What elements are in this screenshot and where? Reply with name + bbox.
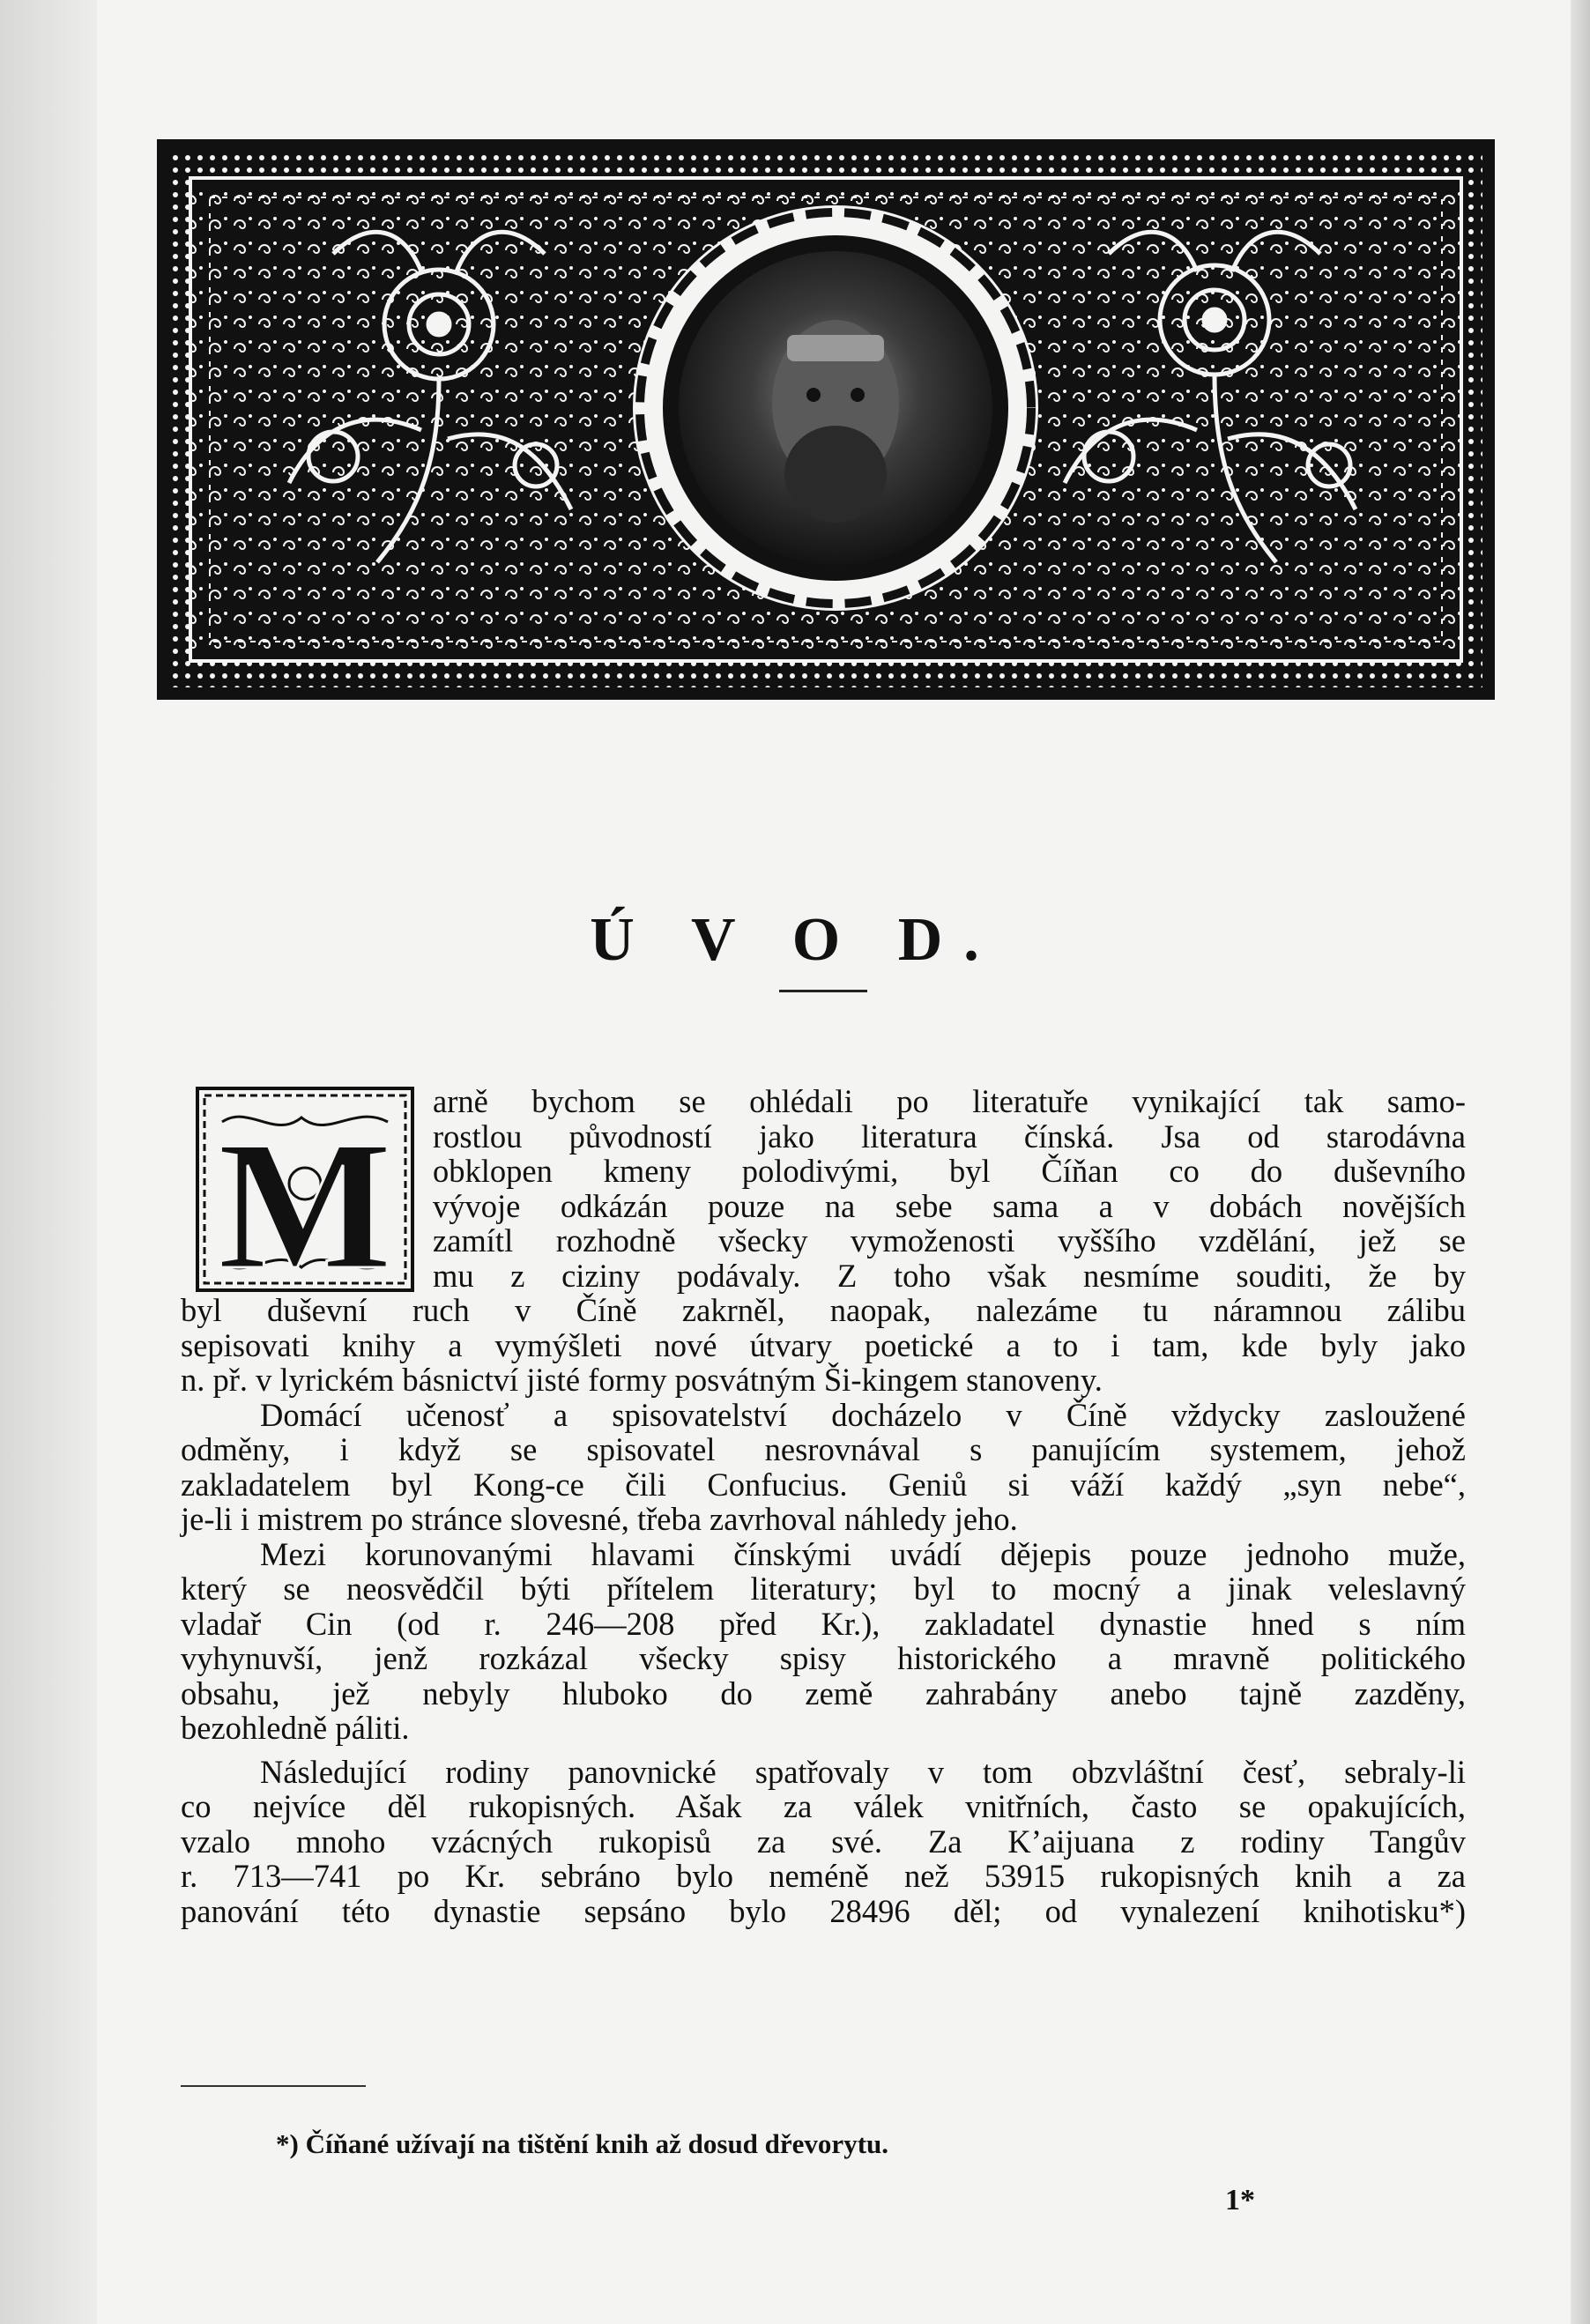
text-line: Následující rodiny panovnické spatřovaly v tom obzvláštní česť, sebraly-li — [260, 1753, 1466, 1790]
text-line: zamítl rozhodně všecky vymoženosti vyššího vzdělání, jež se — [433, 1222, 1466, 1259]
text-line: mu z ciziny podávaly. Z toho však nesmíme souditi, že by — [433, 1257, 1466, 1294]
text-line: co nejvíce děl rukopisných. Ašak za válek vnitřních, často se opakujících, — [181, 1788, 1466, 1824]
drop-capital-letter: M — [217, 1103, 393, 1292]
text-line: je-li i mistrem po stránce slovesné, třeba zavrhoval náhledy jeho. — [181, 1501, 1018, 1537]
text-line: vyhynuvší, jenž rozkázal všecky spisy historického a mravně politického — [181, 1640, 1466, 1676]
paragraph-3 — [181, 1537, 1466, 1746]
text-line: arně bychom se ohlédali po literatuře vynikající tak samo- — [433, 1083, 1466, 1119]
text-line: r. 713—741 po Kr. sebráno bylo neméně než 53915 rukopisných knih a za — [181, 1858, 1466, 1894]
text-line: obsahu, jež nebyly hluboko do země zahrabány anebo tajně zazděny, — [181, 1674, 1466, 1711]
paragraph-4 — [181, 1755, 1466, 1929]
text-line: Mezi korunovanými hlavami čínskými uvádí dějepis pouze jednoho muže, — [260, 1535, 1466, 1572]
text-line: vladař Cin (od r. 246—208 před Kr.), zakladatel dynastie hned s ním — [181, 1605, 1466, 1642]
paragraph-1 — [181, 1084, 1466, 1398]
text-line: Domácí učenosť a spisovatelství docházelo v Číně vždycky zasloužené — [260, 1396, 1466, 1433]
text-line: n. př. v lyrickém básnictví jisté formy posvátným Ši-kingem stanoveny. — [181, 1362, 1103, 1398]
ornamental-header — [157, 139, 1495, 700]
text-line: bezohledně páliti. — [181, 1710, 410, 1746]
footnote-rule — [181, 2085, 366, 2087]
text-line: panování této dynastie sepsáno bylo 28496 děl; od vynalezení knihotisku*) — [181, 1892, 1466, 1929]
text-line: odměny, i když se spisovatel nesrovnával s panujícím systemem, jehož — [181, 1431, 1466, 1467]
text-line: který se neosvědčil býti přítelem literatury; byl to mocný a jinak veleslavný — [181, 1570, 1466, 1607]
text-line: byl duševní ruch v Číně zakrněl, naopak, nalezáme tu náramnou zálibu — [181, 1292, 1466, 1328]
left-page-edge — [0, 0, 100, 2324]
paragraph-2 — [181, 1398, 1466, 1537]
text-line: zakladatelem byl Kong-ce čili Confucius. Geniů si váží každý „syn nebe“, — [181, 1466, 1466, 1503]
title-rule — [779, 990, 867, 992]
text-line: vzalo mnoho vzácných rukopisů za své. Za K’aijuana z rodiny Tangův — [181, 1823, 1466, 1860]
text-line: vývoje odkázán pouze na sebe sama a v dobách novějších — [433, 1187, 1466, 1224]
text-line: obklopen kmeny polodivými, byl Číňan co do duševního — [433, 1153, 1466, 1189]
right-page-edge — [1571, 0, 1590, 2324]
text-line: rostlou původností jako literatura čínská. Jsa od starodávna — [433, 1117, 1466, 1155]
central-medallion — [633, 205, 1038, 611]
page-number: 1* — [1225, 2184, 1255, 2216]
footnote: *) Číňané užívají na tištění knih až dosud dřevorytu. — [276, 2128, 889, 2159]
chapter-title: Ú V O D. — [590, 905, 1000, 974]
text-line: sepisovati knihy a vymýšleti nové útvary poetické a to i tam, kde byly jako — [181, 1326, 1466, 1363]
body-text — [181, 1084, 1466, 1928]
